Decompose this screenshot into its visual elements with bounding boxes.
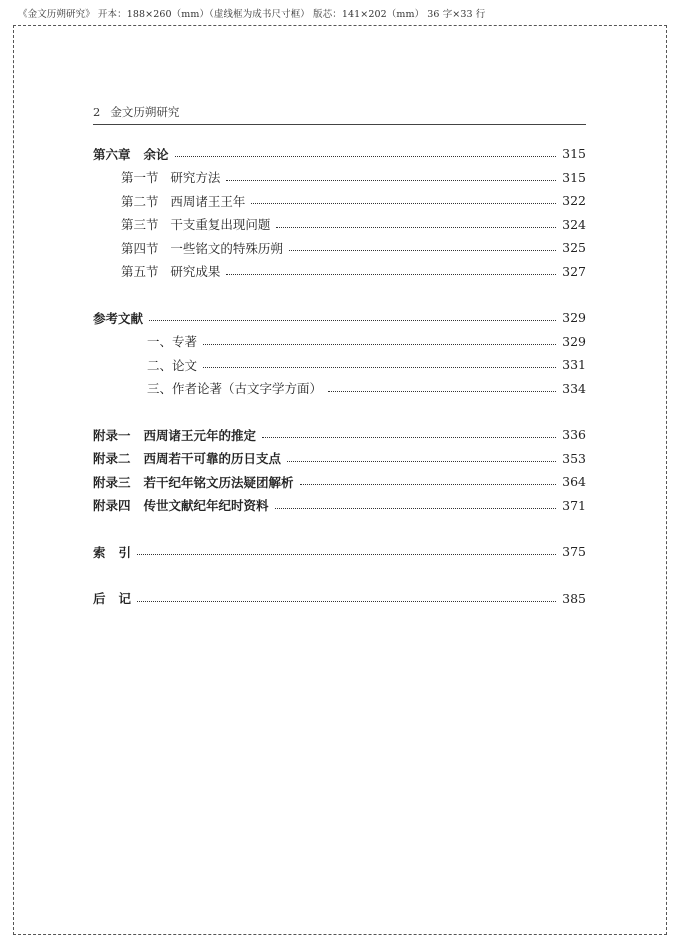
toc-entry-title: 第二节 西周诸王王年: [121, 193, 246, 209]
dot-leader: [276, 227, 556, 228]
toc-entry[interactable]: [93, 470, 586, 494]
toc-entry-title: 附录四 传世文献纪年纪时资料: [93, 498, 269, 514]
toc-entry-title: 第四节 一些铭文的特殊历朔: [121, 240, 283, 256]
toc-entry[interactable]: [93, 423, 586, 447]
dot-leader: [203, 367, 556, 368]
dot-leader: [328, 391, 556, 392]
toc-entry-title: 二、论文: [147, 357, 198, 373]
toc-entry-title: 后 记: [93, 591, 132, 607]
toc-entry-title: 第五节 研究成果: [121, 264, 221, 280]
toc-entry-page-number: 371: [562, 497, 586, 513]
page-number: 2: [93, 105, 101, 119]
dot-leader: [226, 180, 556, 181]
dot-leader: [137, 601, 556, 602]
toc-entry[interactable]: [93, 377, 586, 401]
toc-entry-page-number: 385: [562, 590, 586, 606]
toc-entry[interactable]: [93, 213, 586, 237]
toc-entry-title: 第三节 干支重复出现问题: [121, 217, 271, 233]
toc-entry[interactable]: [93, 447, 586, 471]
toc-entry-page-number: 315: [562, 146, 586, 162]
toc-entry[interactable]: [93, 260, 586, 284]
toc-entry-title: 第六章 余论: [93, 146, 169, 162]
toc-entry-title: 一、专著: [147, 334, 198, 350]
toc-entry[interactable]: [93, 540, 586, 564]
dot-leader: [300, 484, 557, 485]
toc-entry[interactable]: [93, 189, 586, 213]
dot-leader: [175, 156, 557, 157]
group-spacer: [93, 400, 586, 423]
dot-leader: [251, 203, 556, 204]
toc-entry-page-number: 324: [562, 216, 586, 232]
toc-entry-title: 参考文献: [93, 310, 144, 326]
toc-entry[interactable]: [93, 494, 586, 518]
toc-entry[interactable]: [93, 330, 586, 354]
dot-leader: [275, 508, 557, 509]
dot-leader: [289, 250, 556, 251]
group-spacer: [93, 283, 586, 306]
toc-entry[interactable]: [93, 587, 586, 611]
running-head: [93, 104, 586, 125]
toc-entry[interactable]: [93, 353, 586, 377]
toc-entry-page-number: 325: [562, 240, 586, 256]
dot-leader: [149, 320, 556, 321]
toc-entry-page-number: 327: [562, 263, 586, 279]
dot-leader: [262, 437, 556, 438]
table-of-contents: [93, 142, 586, 610]
toc-entry-page-number: 375: [562, 544, 586, 560]
toc-entry-title: 附录二 西周若干可靠的历日支点: [93, 451, 282, 467]
book-title: 金文历朔研究: [110, 105, 180, 119]
group-spacer: [93, 517, 586, 540]
dot-leader: [203, 344, 556, 345]
toc-entry-title: 附录一 西周诸王元年的推定: [93, 427, 257, 443]
toc-entry[interactable]: [93, 236, 586, 260]
toc-entry-page-number: 331: [562, 357, 586, 373]
toc-entry-title: 第一节 研究方法: [121, 170, 221, 186]
toc-entry-page-number: 353: [562, 450, 586, 466]
toc-entry-title: 索 引: [93, 544, 132, 560]
toc-entry-page-number: 364: [562, 474, 586, 490]
toc-entry-title: 三、作者论著（古文字学方面）: [147, 381, 323, 397]
toc-entry-page-number: 315: [562, 169, 586, 185]
toc-entry-page-number: 329: [562, 333, 586, 349]
group-spacer: [93, 564, 586, 587]
toc-entry[interactable]: [93, 306, 586, 330]
print-spec-header: 《金文历朔研究》 开本：188×260（mm）（虚线框为成书尺寸框） 版芯：141×202（mm） 36 字×33 行: [18, 9, 486, 20]
toc-entry-page-number: 322: [562, 193, 586, 209]
toc-entry[interactable]: [93, 142, 586, 166]
dot-leader: [287, 461, 556, 462]
dot-leader: [226, 274, 556, 275]
toc-entry-page-number: 336: [562, 427, 586, 443]
dot-leader: [137, 554, 556, 555]
toc-entry-title: 附录三 若干纪年铭文历法疑团解析: [93, 474, 294, 490]
toc-entry[interactable]: [93, 166, 586, 190]
toc-entry-page-number: 334: [562, 380, 586, 396]
toc-entry-page-number: 329: [562, 310, 586, 326]
